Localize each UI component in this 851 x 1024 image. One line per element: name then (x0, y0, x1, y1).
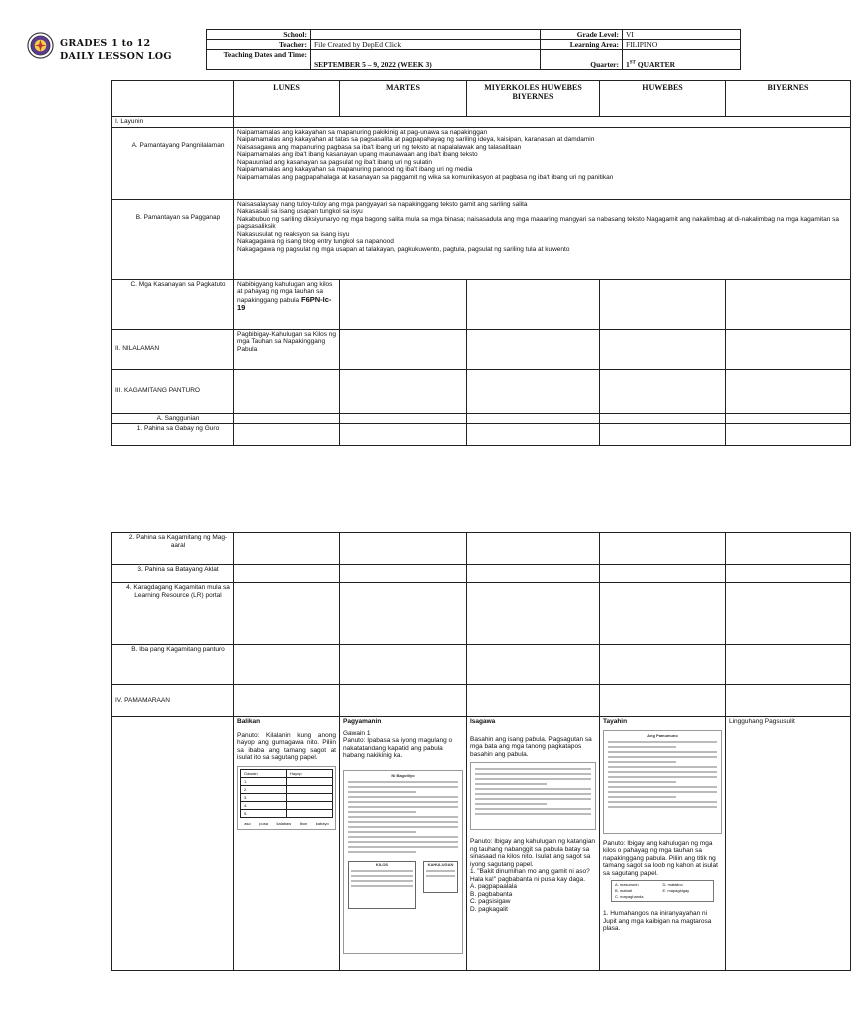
section-lr-portal: 4. Karagdagang Kagamitan mula sa Learning Resource (LR) portal (112, 583, 234, 645)
section-iba-pang-kagamitan: B. Iba pang Kagamitang panturo (112, 645, 234, 685)
pamamaraan-miyerkoles (467, 717, 600, 971)
aklat-miyerkoles (467, 565, 600, 583)
kahulugan-title: KAHULUGAN (427, 861, 454, 867)
lesson-table-continued (111, 532, 851, 971)
form-title-grades: GRADES 1 to 12 (60, 38, 151, 49)
tayahin-choice: B. mabait (615, 888, 632, 893)
kagamitan-martes (340, 369, 467, 413)
day-header-martes: MARTES (340, 81, 467, 117)
balikan-answer (287, 801, 333, 809)
section-sanggunian: A. Sanggunian (112, 413, 234, 424)
kilos-title: KILOS (375, 861, 389, 867)
kahulugan-table (423, 861, 458, 893)
mag-aaral-miyerkoles (467, 533, 600, 565)
isagawa-question: 1. "Bakit dinumihan mo ang gamit ni aso? Hala ka!" pagbabanta ni pusa kay daga. (470, 868, 590, 883)
kilos-table (348, 861, 416, 909)
pamamaraan-row-miyerkoles (467, 685, 600, 717)
iba-miyerkoles (467, 645, 600, 685)
lr-biyernes (726, 583, 851, 645)
tayahin-choice: A. masunurin (615, 882, 639, 887)
pamamaraan-biyernes (726, 717, 851, 971)
pagyamanin-instructions: Panuto: Ipabasa sa iyong magulang o nakatatandang kapatid ang pabula habang nakikinig ka. (343, 737, 453, 759)
iba-martes (340, 645, 467, 685)
kagamitan-huwebes (600, 369, 726, 413)
aklat-biyernes (726, 565, 851, 583)
aklat-huwebes (600, 565, 726, 583)
balikan-choice: kalabaw (276, 820, 292, 826)
pangnilalaman-content (234, 127, 851, 199)
isagawa-worksheet (470, 762, 596, 830)
lr-lunes (234, 583, 340, 645)
balikan-worksheet (237, 766, 336, 831)
nilalaman-lunes: Pagbibigay-Kahulugan sa Kilos ng mga Tauhan sa Napakinggang Pabula (234, 329, 340, 369)
aklat-lunes (234, 565, 340, 583)
section-kagamitang-panturo: III. KAGAMITANG PANTURO (112, 369, 234, 413)
section-gabay-ng-guro: 1. Pahina sa Gabay ng Guro (112, 424, 234, 446)
nilalaman-huwebes (600, 329, 726, 369)
balikan-choices (240, 820, 333, 828)
kagamitan-biyernes (726, 369, 851, 413)
isagawa-choice: B. pagbabanta (470, 890, 513, 898)
pamamaraan-label-cell (112, 717, 234, 971)
sanggunian-huwebes (600, 413, 726, 424)
isagawa-choice: D. pagkagalit (470, 905, 508, 913)
learning-area-value: FILIPINO (623, 40, 741, 50)
tayahin-worksheet (603, 730, 722, 834)
quarter-label: Quarter: (541, 50, 623, 70)
pagganap-list (237, 201, 847, 254)
gabay-martes (340, 424, 467, 446)
balikan-choice: ibon (299, 820, 308, 826)
grade-level-label: Grade Level: (541, 30, 623, 40)
day-header-biyernes: BIYERNES (726, 81, 851, 117)
isagawa-heading: Isagawa (470, 718, 496, 725)
layunin-content (234, 117, 851, 128)
pamamaraan-row-lunes (234, 685, 340, 717)
quarter-value: 1ST QUARTER (623, 50, 741, 70)
tayahin-heading: Tayahin (603, 718, 628, 725)
day-header-lunes: LUNES (234, 81, 340, 117)
gabay-lunes (234, 424, 340, 446)
objective-line: Naipamamalas ang kakayahan at tatas sa pagsasalita at pagpapahayag ng sariling ideya, kaisipan, karanasan at damdamin (237, 136, 595, 143)
balikan-choice: kabayo (315, 820, 329, 826)
gawain-label: Gawain 1 (343, 729, 371, 737)
balikan-col-gawain: Gawain (241, 769, 287, 777)
pabula-worksheet (343, 770, 463, 954)
gabay-miyerkoles (467, 424, 600, 446)
objective-line: Nakagagawa ng isang blog entry tungkol sa napanood (237, 238, 394, 245)
iba-lunes (234, 645, 340, 685)
learning-area-label: Learning Area: (541, 40, 623, 50)
section-pamantayang-pangnilalaman: A. Pamantayang Pangnilalaman (112, 127, 234, 199)
balikan-col-hayop: Hayop (287, 769, 333, 777)
section-layunin: I. Layunin (112, 117, 234, 128)
section-mga-kasanayan: C. Mga Kasanayan sa Pagkatuto (112, 279, 234, 329)
day-header-huwebes: HUWEBES (600, 81, 726, 117)
isagawa-instructions: Basahin ang isang pabula. Pagsagutan sa mga bata ang mga tanong pagkatapos basahin ang pabula. (470, 735, 592, 758)
section-kagamitang-mag-aaral: 2. Pahina sa Kagamitang ng Mag-aaral (112, 533, 234, 565)
kasanayan-biyernes (726, 279, 851, 329)
balikan-answer (287, 809, 333, 817)
pamamaraan-row-huwebes (600, 685, 726, 717)
lr-miyerkoles (467, 583, 600, 645)
kagamitan-miyerkoles (467, 369, 600, 413)
aklat-martes (340, 565, 467, 583)
balikan-heading: Balikan (237, 718, 261, 725)
pamamaraan-lunes (234, 717, 340, 971)
balikan-row: 1. (241, 777, 287, 785)
balikan-answer (287, 793, 333, 801)
sanggunian-miyerkoles (467, 413, 600, 424)
day-header-miyerkoles: MIYERKOLES HUWEBES BIYERNES (467, 81, 600, 117)
section-pamantayan-sa-pagganap: B. Pamantayan sa Pagganap (112, 199, 234, 279)
teacher-label: Teacher: (207, 40, 311, 50)
objective-line: Nakasasali sa isang usapan tungkol sa isyu (237, 208, 363, 215)
kasanayan-text: Nabibigyang kahulugan ang kilos at pahayag ng mga tauhan sa napakinggang pabula (237, 280, 333, 304)
tayahin-sheet-title: Ang Pamumuno (647, 732, 678, 738)
form-title-dll: DAILY LESSON LOG (60, 51, 172, 62)
kasanayan-lunes (234, 279, 340, 329)
isagawa-choice: C. pagsisigaw (470, 898, 511, 905)
mag-aaral-biyernes (726, 533, 851, 565)
objective-line: Naisasalaysay nang tuloy-tuloy ang mga pangyayari sa napakinggang teksto gamit ang sariling salita (237, 200, 528, 208)
tayahin-question: 1. Humahangos na iniranyayahan ni Jupit ang mga kaibigan na magtarosa plasa. (603, 910, 712, 932)
objective-line: Nakabubuo ng sariling diksiyunaryo ng mga bagong salita mula sa mga binasa; naisasadula ang mga maaaring mangyari sa nabasang teksto Nagagamit ang nakalimbag at di-nakalimbag na mga kagamitan sa pagsasaliksik (237, 215, 839, 230)
tayahin-choice: D. matalino (662, 882, 683, 887)
balikan-row: 4. (241, 801, 287, 809)
pamamaraan-row-biyernes (726, 685, 851, 717)
objective-line: Naipamamalas ang kakayahan sa mapanuring pakikinig at pag-unawa sa napakinggan (237, 128, 488, 136)
objective-line: Naipamamalas ang pagpapahalaga at kasanayan sa paggamit ng wika sa komunikasyon at pagbasa ng iba't ibang uri ng panitikan (237, 173, 614, 181)
grade-level-value: VI (623, 30, 741, 40)
balikan-row: 3. (241, 793, 287, 801)
mag-aaral-martes (340, 533, 467, 565)
pagganap-content (234, 199, 851, 279)
balikan-choice: aso (244, 820, 251, 826)
mag-aaral-lunes (234, 533, 340, 565)
header-info-table (206, 29, 741, 70)
isagawa-panuto: Panuto: Ibigay ang kahulugan ng katangian ng tauhang nabanggit sa pabula batay sa sinasaad na kilos nito. Isulat ang sagot sa iyong sagutang papel. (470, 838, 596, 868)
nilalaman-biyernes (726, 329, 851, 369)
deped-seal-icon (27, 32, 54, 59)
isagawa-choice: A. pagpapaalala (470, 883, 517, 890)
tayahin-choices (611, 880, 714, 902)
teacher-value: File Created by DepEd Click (311, 40, 541, 50)
corner-cell (112, 81, 234, 117)
sanggunian-biyernes (726, 413, 851, 424)
section-batayang-aklat: 3. Pahina sa Batayang Aklat (112, 565, 234, 583)
section-nilalaman: II. NILALAMAN (112, 329, 234, 369)
balikan-choice: pusa (259, 820, 268, 826)
tayahin-choice: C. mapaghanda (615, 894, 644, 899)
nilalaman-martes (340, 329, 467, 369)
kasanayan-code: F6PN-Ic-19 (237, 294, 332, 312)
gabay-huwebes (600, 424, 726, 446)
school-value (311, 30, 541, 40)
balikan-row: 2. (241, 785, 287, 793)
tayahin-choice: E. mapagbigay (662, 888, 690, 893)
objective-line: Napauunlad ang kasanayan sa pagsulat ng iba't ibang uri ng sulatin (237, 158, 432, 166)
kasanayan-miyerkoles (467, 279, 600, 329)
dates-label: Teaching Dates and Time: (207, 50, 311, 70)
pabula-title: Ni Bagotilyo (391, 772, 415, 778)
gabay-biyernes (726, 424, 851, 446)
school-label: School: (207, 30, 311, 40)
balikan-answer (287, 777, 333, 785)
objective-line: Nakagagawa ng pagsulat ng mga usapan at talakayan, pagkukuwento, pagtula, pagsulat ng sariling tula at kuwento (237, 245, 570, 253)
balikan-table (240, 769, 333, 818)
lr-huwebes (600, 583, 726, 645)
lr-martes (340, 583, 467, 645)
sanggunian-martes (340, 413, 467, 424)
section-pamamaraan: IV. PAMAMARAAN (112, 685, 234, 717)
sanggunian-lunes (234, 413, 340, 424)
kasanayan-huwebes (600, 279, 726, 329)
pangnilalaman-list (237, 129, 847, 182)
iba-biyernes (726, 645, 851, 685)
lingguhang-pagsusulit: Lingguhang Pagsusulit (729, 718, 795, 725)
nilalaman-miyerkoles (467, 329, 600, 369)
balikan-row: 5. (241, 809, 287, 817)
tayahin-instructions: Panuto: Ibigay ang kahulugan ng mga kilos o pahayag ng mga tauhan sa napakinggang pabula. Piliin ang titik ng tamang sagot sa loob ng kahon at isulat sa sagutang papel. (603, 839, 718, 877)
balikan-instructions: Panuto: Kilalanin kung anong hayop ang gumagawa nito. Piliin sa ibaba ang tamang sagot at isulat ito sa sagutang papel. (237, 731, 336, 761)
objective-line: Nakasusulat ng reaksyon sa isang isyu (237, 230, 350, 238)
pagyamanin-heading: Pagyamanin (343, 718, 382, 725)
mag-aaral-huwebes (600, 533, 726, 565)
kagamitan-lunes (234, 369, 340, 413)
kasanayan-martes (340, 279, 467, 329)
iba-huwebes (600, 645, 726, 685)
pamamaraan-martes (340, 717, 467, 971)
dates-value: SEPTEMBER 5 – 9, 2022 (WEEK 3) (311, 50, 541, 70)
pamamaraan-row-martes (340, 685, 467, 717)
objective-line: Naipamamalas ang iba't ibang kasanayan upang maunawaan ang iba't ibang teksto (237, 151, 478, 158)
balikan-answer (287, 785, 333, 793)
lesson-table (111, 80, 851, 446)
objective-line: Naisasagawa ang mapanuring pagbasa sa iba't ibang uri ng teksto at napalalawak ang talasalitaan (237, 143, 522, 151)
objective-line: Naipamamalas ang kakayahan sa mapanuring panood ng iba't ibang uri ng media (237, 166, 473, 173)
pamamaraan-huwebes (600, 717, 726, 971)
